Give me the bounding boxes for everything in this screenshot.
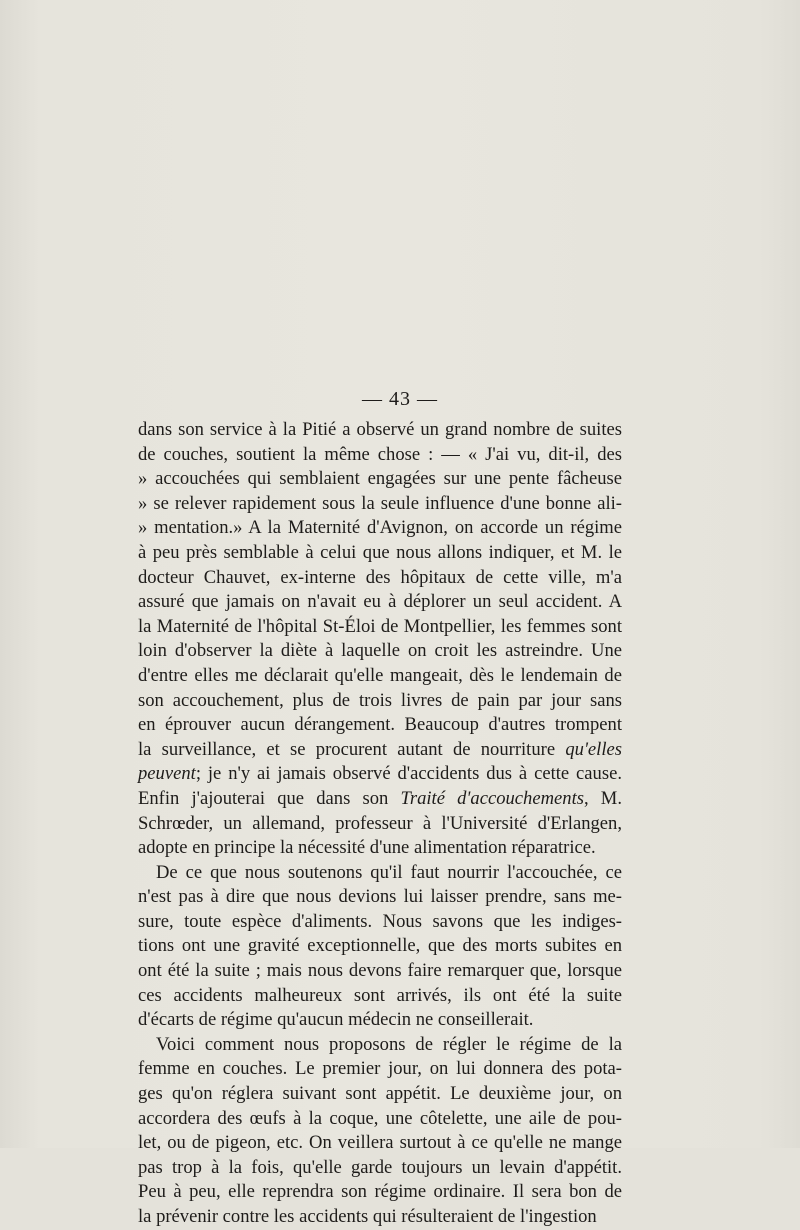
text-line xyxy=(138,566,622,591)
line-text: » se relever rapidement sous la seule influence d'une bonne ali- xyxy=(138,492,622,514)
text-line xyxy=(138,1082,622,1107)
text-line xyxy=(138,861,622,886)
text-line xyxy=(138,1107,622,1132)
text-line xyxy=(138,639,622,664)
text-line xyxy=(138,1033,622,1058)
line-text: tions ont une gravité exceptionnelle, que des morts subites en xyxy=(138,935,622,957)
text-line xyxy=(138,934,622,959)
text-line xyxy=(138,959,622,984)
text-line xyxy=(138,885,622,910)
text-line xyxy=(138,1057,622,1082)
text-line xyxy=(138,1131,622,1156)
body-text xyxy=(138,418,622,1230)
line-text: Enfin j'ajouterai que dans son xyxy=(138,787,389,809)
line-text: accordera des œufs à la coque, une côtelette, une aile de pou- xyxy=(138,1107,622,1129)
italic-text: peuvent xyxy=(138,763,196,785)
text-line xyxy=(138,762,622,787)
text-line xyxy=(138,664,622,689)
line-text: loin d'observer la diète à laquelle on croit les astreindre. Une xyxy=(138,640,622,662)
line-text: ges qu'on réglera suivant sont appétit. Le deuxième jour, on xyxy=(138,1083,622,1105)
line-text: » accouchées qui semblaient engagées sur une pente fâcheuse xyxy=(138,468,622,490)
line-text: femme en couches. Le premier jour, on lui donnera des pota- xyxy=(138,1058,622,1080)
line-text: pas trop à la fois, qu'elle garde toujours un levain d'appétit. xyxy=(138,1156,622,1178)
italic-text: Traité d'accouchements xyxy=(400,787,584,809)
line-text: son accouchement, plus de trois livres de pain par jour sans xyxy=(138,689,622,711)
line-text: en éprouver aucun dérangement. Beaucoup d'autres trompent xyxy=(138,714,622,736)
text-line xyxy=(138,516,622,541)
line-text: ; je n'y ai jamais observé d'accidents dus à cette cause. xyxy=(195,763,622,785)
line-text: ont été la suite ; mais nous devons faire remarquer que, lorsque xyxy=(138,960,622,982)
line-text: Schrœder, un allemand, professeur à l'Université d'Erlangen, xyxy=(138,812,622,834)
text-line xyxy=(138,541,622,566)
text-line xyxy=(138,1180,622,1205)
text-line xyxy=(138,1205,622,1230)
text-line xyxy=(138,418,622,443)
line-text: ces accidents malheureux sont arrivés, ils ont été la suite xyxy=(138,984,622,1006)
line-text: » mentation.» A la Maternité d'Avignon, on accorde un régime xyxy=(138,517,622,539)
line-text: Peu à peu, elle reprendra son régime ordinaire. Il sera bon de xyxy=(138,1181,622,1203)
italic-text: qu'elles xyxy=(565,738,622,760)
text-line xyxy=(138,713,622,738)
line-text: la surveillance, et se procurent autant de nourriture xyxy=(138,738,556,760)
text-line xyxy=(138,590,622,615)
text-line xyxy=(138,787,622,812)
line-tail: , M. xyxy=(583,787,622,809)
line-text: la prévenir contre les accidents qui résulteraient de l'ingestion xyxy=(138,1206,597,1227)
text-line xyxy=(138,492,622,517)
text-line xyxy=(138,812,622,837)
line-text: à peu près semblable à celui que nous allons indiquer, et M. le xyxy=(138,541,622,563)
text-line xyxy=(138,836,622,861)
text-line xyxy=(138,443,622,468)
line-text: d'entre elles me déclarait qu'elle mangeait, dès le lendemain de xyxy=(138,664,622,686)
line-text: la Maternité de l'hôpital St-Éloi de Montpellier, les femmes sont xyxy=(138,615,622,637)
line-text: adopte en principe la nécessité d'une alimentation réparatrice. xyxy=(138,837,596,859)
line-text: d'écarts de régime qu'aucun médecin ne conseillerait. xyxy=(138,1009,534,1031)
page-number: — 43 — xyxy=(362,388,438,410)
text-line xyxy=(138,689,622,714)
line-text: dans son service à la Pitié a observé un grand nombre de suites xyxy=(138,419,622,440)
text-line xyxy=(138,984,622,1009)
line-text: docteur Chauvet, ex-interne des hôpitaux de cette ville, m'a xyxy=(138,566,622,588)
text-line xyxy=(138,910,622,935)
text-line xyxy=(138,1008,622,1033)
line-text: de couches, soutient la même chose : — « J'ai vu, dit-il, des xyxy=(138,443,622,465)
text-line xyxy=(138,1156,622,1181)
line-text: assuré que jamais on n'avait eu à déplorer un seul accident. A xyxy=(138,591,622,613)
line-text: Voici comment nous proposons de régler le régime de la xyxy=(156,1033,622,1055)
line-text: sure, toute espèce d'aliments. Nous savons que les indiges- xyxy=(138,910,622,932)
line-text: De ce que nous soutenons qu'il faut nourrir l'accouchée, ce xyxy=(156,861,622,883)
text-line xyxy=(138,615,622,640)
line-text: n'est pas à dire que nous devions lui laisser prendre, sans me- xyxy=(138,886,622,908)
text-line xyxy=(138,467,622,492)
line-text: let, ou de pigeon, etc. On veillera surtout à ce qu'elle ne mange xyxy=(138,1132,622,1154)
text-line xyxy=(138,738,622,763)
